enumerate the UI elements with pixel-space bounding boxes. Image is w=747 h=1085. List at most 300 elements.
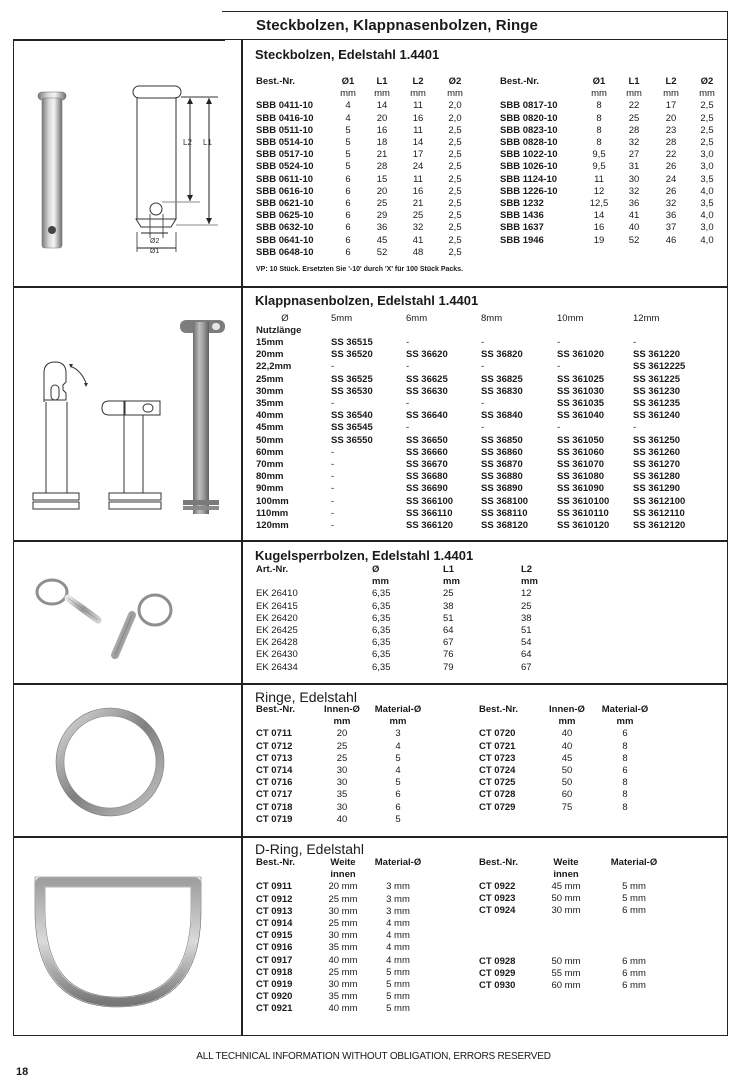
diameter-column-header: 12mm <box>633 313 660 324</box>
table-cell: 25 <box>336 740 348 752</box>
article-number: SBB 1226-10 <box>500 185 558 197</box>
table-cell: 40 <box>628 222 640 234</box>
table-cell: 24 <box>412 161 424 173</box>
table-cell: 40 mm <box>328 954 358 966</box>
column-header: Material-Ø <box>374 704 422 715</box>
article-number: CT 0718 <box>256 801 293 813</box>
article-number: - <box>557 361 561 373</box>
table-cell: 6 <box>622 728 628 740</box>
article-number: SS 36820 <box>481 349 523 361</box>
table-cell: 55 mm <box>551 968 581 980</box>
section-title: Ringe, Edelstahl <box>255 689 357 705</box>
table-cell: 18 <box>376 137 388 148</box>
table-cell: 35 mm <box>328 991 358 1003</box>
article-number: - <box>406 422 410 434</box>
table-cell: 3,5 <box>700 198 714 209</box>
column-header: Best.-Nr. <box>479 704 519 715</box>
article-number: SS 3610120 <box>557 520 610 531</box>
table-cell: 20 <box>665 112 677 124</box>
table-cell: 8 <box>622 752 628 764</box>
article-number: CT 0728 <box>479 789 516 801</box>
length-label: 100mm <box>256 495 289 507</box>
table-cell: 17 <box>412 149 424 161</box>
article-number: - <box>557 337 561 348</box>
table-cell: 6,35 <box>372 649 391 661</box>
table-cell: 50 <box>561 765 573 776</box>
steckbolzen-diagram <box>120 80 230 260</box>
column-header: Best.-Nr. <box>256 857 296 868</box>
article-number: SS 36630 <box>406 385 448 397</box>
article-number: CT 0921 <box>256 1003 293 1015</box>
article-number: SS 36530 <box>331 385 373 397</box>
article-number: CT 0922 <box>479 881 516 892</box>
table-cell: 2,5 <box>448 149 462 161</box>
table-cell: 5 mm <box>622 893 646 905</box>
table-cell: 6 mm <box>622 905 646 917</box>
article-number: CT 0918 <box>256 966 293 978</box>
table-cell: 8 <box>596 112 602 124</box>
article-number: CT 0720 <box>479 728 516 740</box>
table-cell: 2,5 <box>448 198 462 209</box>
table-cell: 5 mm <box>386 1003 410 1015</box>
column-header: Ø2 <box>448 76 462 87</box>
article-number: SBB 0817-10 <box>500 100 558 112</box>
table-cell: 6 <box>345 198 351 209</box>
article-number: EK 26425 <box>256 625 298 636</box>
table-cell: 30 mm <box>551 905 581 917</box>
length-label: 22,2mm <box>256 361 292 373</box>
article-number: SS 36850 <box>481 434 523 446</box>
klappnasenbolzen-photo <box>175 310 230 520</box>
article-number: CT 0911 <box>256 881 292 893</box>
section-title: D-Ring, Edelstahl <box>255 841 364 857</box>
article-number: CT 0713 <box>256 752 293 764</box>
table-cell: 22 <box>665 149 677 161</box>
table-cell: 2,5 <box>700 137 714 148</box>
article-number: SS 361225 <box>633 373 681 385</box>
article-number: - <box>406 337 410 348</box>
diameter-column-header: 5mm <box>331 313 353 324</box>
column-divider <box>241 40 243 1036</box>
diameter-column-header: 8mm <box>481 313 503 324</box>
article-number: SS 361260 <box>633 446 681 458</box>
article-number: SS 36540 <box>331 410 373 422</box>
column-header: Ø1 <box>341 76 355 87</box>
article-number: CT 0929 <box>479 968 516 980</box>
article-number: SBB 0625-10 <box>256 210 314 222</box>
table-cell: 4,0 <box>700 234 714 246</box>
article-number: SS 3610100 <box>557 495 610 507</box>
article-number: CT 0917 <box>256 954 293 966</box>
table-cell: 15 <box>376 173 388 185</box>
column-header: L2 <box>521 564 533 575</box>
table-cell: 45 <box>376 234 388 246</box>
article-number: SS 361250 <box>633 434 681 446</box>
table-cell: 25 <box>412 210 424 222</box>
table-cell: 14 <box>412 137 424 148</box>
table-cell: 5 <box>345 149 351 161</box>
table-cell: 11 <box>413 100 423 112</box>
table-cell: 32 <box>665 198 677 209</box>
article-number: SS 361290 <box>633 483 681 495</box>
article-number: EK 26420 <box>256 612 298 624</box>
length-label: 80mm <box>256 471 284 483</box>
table-cell: 8 <box>622 740 628 752</box>
table-cell: 79 <box>443 661 454 673</box>
table-cell: 6,35 <box>372 612 391 624</box>
article-number: CT 0920 <box>256 991 293 1003</box>
article-number: SBB 1022-10 <box>500 149 558 161</box>
table-cell: 6 <box>395 789 401 801</box>
table-cell: 76 <box>443 649 454 661</box>
article-number: SS 3610110 <box>557 507 609 519</box>
table-cell: 30 <box>336 801 348 813</box>
table-cell: 5 <box>345 161 351 173</box>
article-number: SS 361035 <box>557 398 605 409</box>
table-cell: 2,5 <box>448 137 462 148</box>
table-cell: 4 <box>395 765 401 776</box>
column-unit: mm <box>447 88 463 100</box>
article-number: SS 361270 <box>633 459 681 470</box>
table-cell: 36 <box>376 222 388 234</box>
article-number: SBB 0828-10 <box>500 137 558 148</box>
table-cell: 2,5 <box>448 124 462 136</box>
article-number: SS 36840 <box>481 410 523 422</box>
table-cell: 37 <box>665 222 677 234</box>
table-cell: 6,35 <box>372 625 391 636</box>
column-unit: mm <box>372 576 389 588</box>
article-number: CT 0711 <box>256 728 292 740</box>
table-cell: 6 mm <box>622 968 646 980</box>
article-number: SBB 0621-10 <box>256 198 314 209</box>
table-cell: 12 <box>593 185 605 197</box>
table-cell: 46 <box>665 234 677 246</box>
table-cell: 3 mm <box>386 881 410 893</box>
article-number: SBB 1026-10 <box>500 161 558 173</box>
column-unit: mm <box>333 716 351 728</box>
article-number: CT 0914 <box>256 918 293 929</box>
article-number: CT 0915 <box>256 930 293 942</box>
table-cell: 51 <box>443 612 454 624</box>
table-cell: 2,5 <box>700 100 714 112</box>
table-cell: 3 mm <box>386 905 410 917</box>
table-cell: 12,5 <box>589 198 609 209</box>
table-cell: 41 <box>412 234 424 246</box>
table-cell: 50 mm <box>551 956 581 967</box>
article-number: SS 361090 <box>557 483 605 495</box>
length-label: 50mm <box>256 434 284 446</box>
table-cell: 60 mm <box>551 980 581 992</box>
table-cell: 22 <box>628 100 640 112</box>
usable-length-label: Nutzlänge <box>256 325 302 336</box>
table-cell: 16 <box>593 222 605 234</box>
table-cell: 26 <box>665 161 677 173</box>
column-header: Ø2 <box>700 76 714 87</box>
article-number: SS 36520 <box>331 349 373 361</box>
table-cell: 2,5 <box>700 112 714 124</box>
article-number: SS 368100 <box>481 495 529 507</box>
table-cell: 9,5 <box>592 149 606 161</box>
table-cell: 6 <box>345 210 351 222</box>
article-number: SS 361060 <box>557 446 605 458</box>
table-cell: 19 <box>593 234 605 246</box>
table-cell: 6 <box>345 185 351 197</box>
table-cell: 2,5 <box>448 246 462 258</box>
table-cell: 29 <box>376 210 388 222</box>
table-cell: 11 <box>413 124 423 136</box>
table-cell: 35 mm <box>328 942 358 954</box>
table-cell: 30 <box>628 173 640 185</box>
section-title: Kugelsperrbolzen, Edelstahl 1.4401 <box>255 548 474 563</box>
table-cell: 45 mm <box>551 881 581 892</box>
column-unit: mm <box>558 716 576 728</box>
table-cell: 5 mm <box>386 991 410 1003</box>
diagram-label-l2: L2 <box>183 138 192 147</box>
table-cell: 38 <box>521 612 532 624</box>
article-number: EK 26428 <box>256 637 298 649</box>
article-number: SS 36660 <box>406 446 448 458</box>
table-cell: 3,0 <box>700 222 714 234</box>
column-unit: mm <box>663 88 679 100</box>
article-number: CT 0924 <box>479 905 516 917</box>
table-cell: 4 <box>345 100 351 112</box>
article-number: - <box>331 483 335 495</box>
article-number: EK 26430 <box>256 649 298 661</box>
ringe-section <box>255 689 357 705</box>
table-cell: 50 <box>561 777 573 789</box>
article-number: SS 3612225 <box>633 361 686 373</box>
column-header: Innen-Ø <box>549 704 585 715</box>
table-cell: 28 <box>665 137 677 148</box>
table-cell: 12 <box>521 588 532 600</box>
table-cell: 45 <box>561 752 573 764</box>
article-number: EK 26434 <box>256 661 298 673</box>
column-unit: innen <box>330 869 356 881</box>
article-number: - <box>481 361 485 373</box>
article-number: - <box>406 361 410 373</box>
article-number: SS 36620 <box>406 349 448 361</box>
table-cell: 16 <box>412 112 424 124</box>
column-unit: mm <box>626 88 642 100</box>
table-cell: 8 <box>596 137 602 148</box>
page-number: 18 <box>16 1066 29 1078</box>
table-cell: 52 <box>376 246 388 258</box>
article-number: - <box>331 495 335 507</box>
article-number: SBB 0411-10 <box>256 100 314 112</box>
table-cell: 4 <box>345 112 351 124</box>
article-number: SS 36680 <box>406 471 448 483</box>
article-number: CT 0919 <box>256 979 293 990</box>
table-cell: 5 mm <box>622 881 646 892</box>
table-cell: 4 <box>395 740 401 752</box>
table-cell: 8 <box>622 777 628 789</box>
column-unit: mm <box>521 576 538 588</box>
article-number: SBB 0823-10 <box>500 124 558 136</box>
article-number: - <box>633 422 637 434</box>
table-cell: 4,0 <box>700 185 714 197</box>
column-header: Weite <box>553 857 579 868</box>
table-cell: 32 <box>628 185 640 197</box>
article-number: CT 0714 <box>256 765 293 776</box>
table-cell: 4 mm <box>386 930 410 942</box>
table-cell: 6,35 <box>372 661 391 673</box>
article-number: SS 361070 <box>557 459 605 470</box>
article-number: - <box>331 459 335 470</box>
length-label: 120mm <box>256 520 289 531</box>
article-number: - <box>331 398 335 409</box>
article-number: SS 36690 <box>406 483 448 495</box>
article-number: SS 36515 <box>331 337 373 348</box>
article-number: SS 361080 <box>557 471 605 483</box>
article-number: SS 361220 <box>633 349 681 361</box>
column-header: Best.-Nr. <box>479 857 519 868</box>
article-number: SS 361040 <box>557 410 605 422</box>
table-cell: 3 mm <box>386 893 410 905</box>
table-cell: 21 <box>412 198 424 209</box>
table-cell: 2,5 <box>448 173 462 185</box>
article-number: CT 0912 <box>256 893 293 905</box>
column-unit: mm <box>699 88 715 100</box>
article-number: SS 361030 <box>557 385 605 397</box>
column-header: Art.-Nr. <box>256 564 289 575</box>
article-number: - <box>633 337 637 348</box>
column-unit: mm <box>591 88 607 100</box>
klappnasenbolzen-section <box>255 293 478 308</box>
article-number: EK 26410 <box>256 588 298 600</box>
table-cell: 11 <box>594 173 604 185</box>
article-number: SBB 0632-10 <box>256 222 314 234</box>
column-header: L1 <box>628 76 640 87</box>
table-cell: 25 <box>628 112 640 124</box>
table-cell: 2,0 <box>448 112 462 124</box>
table-cell: 40 <box>561 740 573 752</box>
table-cell: 67 <box>521 661 532 673</box>
column-unit: mm <box>616 716 634 728</box>
article-number: CT 0930 <box>479 980 516 992</box>
table-cell: 3,0 <box>700 149 714 161</box>
length-label: 35mm <box>256 398 284 409</box>
row-divider <box>13 836 728 838</box>
table-cell: 20 <box>376 112 388 124</box>
length-label: 45mm <box>256 422 284 434</box>
article-number: SS 366120 <box>406 520 454 531</box>
table-cell: 16 <box>412 185 424 197</box>
article-number: SS 36640 <box>406 410 448 422</box>
table-cell: 64 <box>521 649 532 661</box>
table-cell: 5 <box>345 137 351 148</box>
table-cell: 23 <box>665 124 677 136</box>
page-title: Steckbolzen, Klappnasenbolzen, Ringe <box>256 17 538 34</box>
column-header: L1 <box>376 76 388 87</box>
article-number: SS 36525 <box>331 373 373 385</box>
table-cell: 21 <box>376 149 388 161</box>
row-divider <box>13 683 728 685</box>
table-cell: 40 <box>336 813 348 825</box>
table-cell: 67 <box>443 637 454 649</box>
article-number: CT 0712 <box>256 740 293 752</box>
table-cell: 40 <box>561 728 573 740</box>
column-unit: mm <box>340 88 356 100</box>
table-cell: 36 <box>628 198 640 209</box>
table-cell: 5 <box>395 777 401 789</box>
article-number: SBB 0641-10 <box>256 234 314 246</box>
table-cell: 6 <box>345 246 351 258</box>
table-cell: 60 <box>561 789 573 801</box>
table-cell: 4 mm <box>386 942 410 954</box>
table-cell: 28 <box>376 161 388 173</box>
table-cell: 26 <box>665 185 677 197</box>
length-label: 40mm <box>256 410 284 422</box>
table-cell: 25 <box>521 600 532 612</box>
article-number: CT 0721 <box>479 740 516 752</box>
table-cell: 6 <box>622 765 628 776</box>
article-number: SBB 1637 <box>500 222 544 234</box>
table-cell: 20 mm <box>328 881 358 893</box>
diagram-label-d1: Ø1 <box>150 248 160 255</box>
packaging-note: VP: 10 Stück. Ersetzten Sie '-10' durch 'X' für 100 Stück Packs. <box>256 266 464 273</box>
table-cell: 2,5 <box>700 124 714 136</box>
article-number: SS 3612100 <box>633 495 686 507</box>
table-cell: 32 <box>628 137 640 148</box>
table-cell: 8 <box>596 100 602 112</box>
kugelsperrbolzen-photo <box>30 570 180 665</box>
article-number: SS 36650 <box>406 434 448 446</box>
article-number: SS 361230 <box>633 385 681 397</box>
article-number: SBB 0416-10 <box>256 112 314 124</box>
article-number: - <box>406 398 410 409</box>
article-number: SS 361280 <box>633 471 681 483</box>
table-cell: 40 mm <box>328 1003 358 1015</box>
article-number: CT 0928 <box>479 956 516 967</box>
article-number: SS 368110 <box>481 507 528 519</box>
table-cell: 25 mm <box>328 918 358 929</box>
article-number: SS 36625 <box>406 373 448 385</box>
article-number: SS 36550 <box>331 434 373 446</box>
article-number: SS 368120 <box>481 520 529 531</box>
table-cell: 5 mm <box>386 966 410 978</box>
article-number: SBB 0524-10 <box>256 161 314 173</box>
table-cell: 8 <box>622 789 628 801</box>
length-label: 20mm <box>256 349 284 361</box>
article-number: CT 0923 <box>479 893 516 905</box>
article-number: CT 0724 <box>479 765 516 776</box>
d-ring-section <box>255 841 364 857</box>
article-number: - <box>331 507 335 519</box>
article-number: CT 0729 <box>479 801 516 813</box>
table-cell: 3,5 <box>700 173 714 185</box>
table-cell: 25 mm <box>328 893 358 905</box>
table-cell: 5 mm <box>386 979 410 990</box>
length-label: 25mm <box>256 373 284 385</box>
article-number: SS 361235 <box>633 398 681 409</box>
article-number: SS 361050 <box>557 434 605 446</box>
table-cell: 17 <box>665 100 677 112</box>
table-cell: 2,0 <box>448 100 462 112</box>
article-number: CT 0725 <box>479 777 516 789</box>
article-number: SBB 0820-10 <box>500 112 558 124</box>
diameter-column-header: 6mm <box>406 313 428 324</box>
table-cell: 36 <box>665 210 677 222</box>
table-cell: 27 <box>628 149 640 161</box>
length-label: 60mm <box>256 446 284 458</box>
ring-photo <box>50 705 170 820</box>
table-cell: 6 <box>345 173 351 185</box>
table-cell: 6,35 <box>372 588 391 600</box>
table-cell: 8 <box>622 801 628 813</box>
article-number: CT 0913 <box>256 905 293 917</box>
table-cell: 30 mm <box>328 905 358 917</box>
table-cell: 2,5 <box>448 210 462 222</box>
